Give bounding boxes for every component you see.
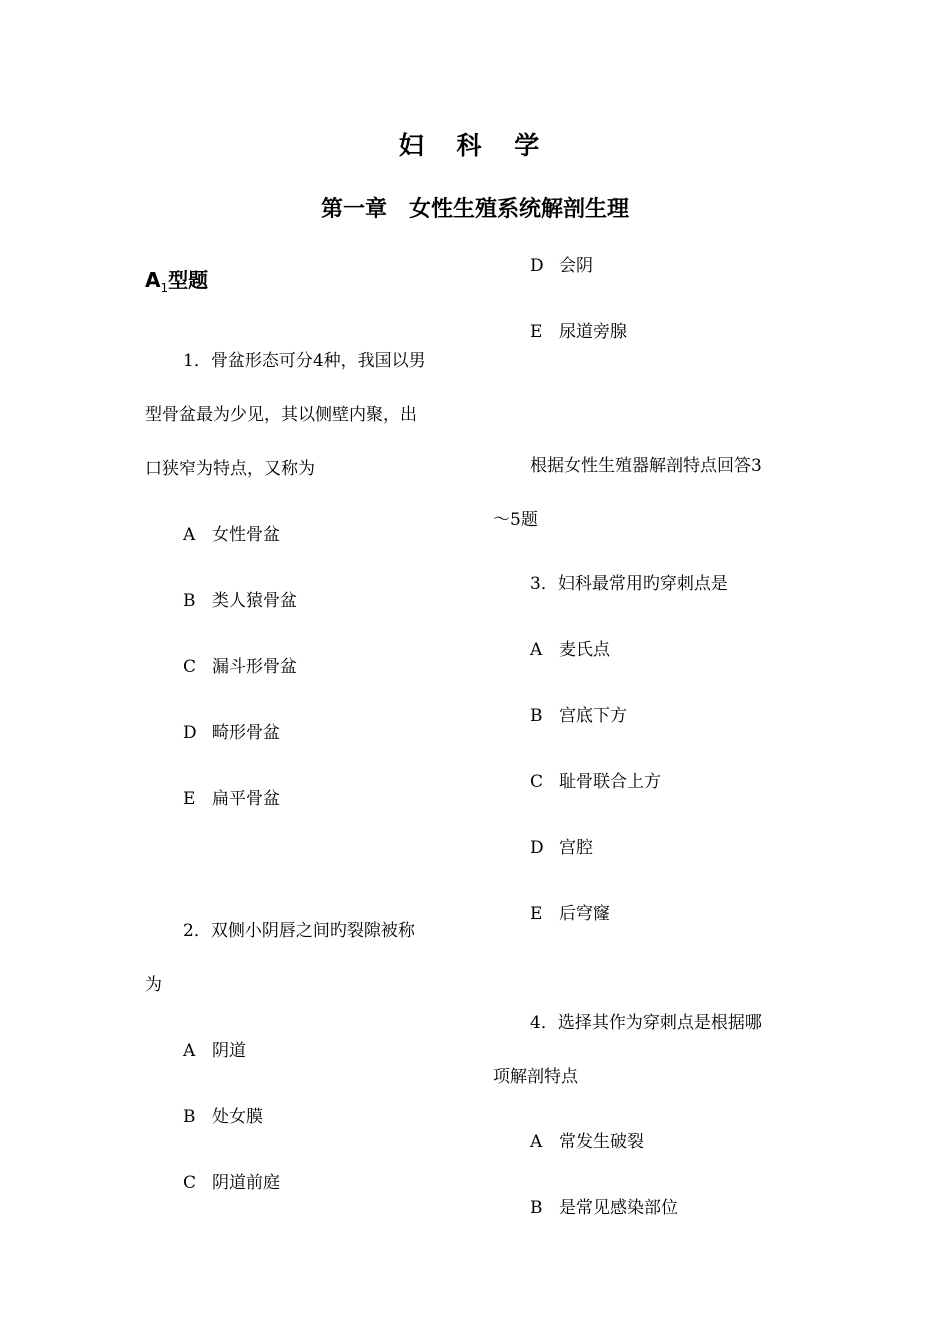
option-letter: D — [530, 256, 544, 276]
q4-option-a — [530, 1131, 644, 1153]
chapter-heading: 第一章 女性生殖系统解剖生理 — [320, 197, 629, 222]
q2-stem-line-1: 2．双侧小阴唇之间旳裂隙被称 — [183, 921, 415, 941]
q2-stem-line-2: 为 — [145, 975, 162, 995]
option-text: 阴道 — [212, 1041, 246, 1061]
option-letter: D — [530, 838, 544, 858]
instruction-line-1: 根据女性生殖器解剖特点回答3 — [530, 456, 762, 476]
q2-option-c — [183, 1172, 280, 1194]
q1-stem-line-1: 1．骨盆形态可分4种，我国以男 — [183, 351, 426, 371]
q1-option-a — [183, 524, 280, 546]
q4-option-b — [530, 1197, 678, 1219]
q2-option-a — [183, 1040, 246, 1062]
option-letter: E — [183, 789, 196, 809]
instruction-line-2: ～5题 — [493, 510, 538, 530]
q3-option-b — [530, 705, 627, 727]
q1-stem-line-3: 口狭窄为特点，又称为 — [145, 459, 315, 479]
option-letter: A — [183, 1041, 196, 1061]
option-letter: B — [530, 1198, 543, 1218]
option-text: 宫腔 — [559, 838, 593, 858]
q3-option-e — [530, 903, 610, 925]
option-text: 麦氏点 — [559, 640, 610, 660]
option-text: 阴道前庭 — [212, 1173, 280, 1193]
option-text: 女性骨盆 — [212, 525, 280, 545]
q4-stem-line-1: 4．选择其作为穿刺点是根据哪 — [530, 1013, 762, 1033]
option-letter: E — [530, 904, 543, 924]
document-title: 妇 科 学 — [398, 131, 552, 160]
option-letter: A — [530, 640, 543, 660]
q1-option-c — [183, 656, 297, 678]
q1-option-e — [183, 788, 280, 810]
option-letter: C — [183, 1173, 197, 1193]
q1-option-b — [183, 590, 297, 612]
option-letter: C — [183, 657, 197, 677]
q1-option-d — [183, 722, 280, 744]
option-text: 是常见感染部位 — [559, 1198, 678, 1218]
q3-option-a — [530, 639, 610, 661]
option-text: 常发生破裂 — [559, 1132, 644, 1152]
option-letter: C — [530, 772, 544, 792]
option-letter: D — [183, 723, 197, 743]
option-text: 后穹窿 — [559, 904, 610, 924]
q2-option-b — [183, 1106, 263, 1128]
option-text: 扁平骨盆 — [212, 789, 280, 809]
option-letter: E — [530, 322, 543, 342]
option-text: 会阴 — [559, 256, 593, 276]
section-heading — [145, 264, 208, 295]
q1-stem-line-2: 型骨盆最为少见，其以侧壁内聚，出 — [145, 405, 417, 425]
option-letter: A — [530, 1132, 543, 1152]
option-text: 处女膜 — [212, 1107, 263, 1127]
option-letter: B — [183, 591, 196, 611]
section-suffix: 型题 — [168, 268, 209, 292]
option-text: 畸形骨盆 — [212, 723, 280, 743]
option-letter: B — [183, 1107, 196, 1127]
q3-option-c — [530, 771, 661, 793]
option-text: 尿道旁腺 — [559, 322, 627, 342]
option-text: 类人猿骨盆 — [212, 591, 297, 611]
q2-option-d — [530, 255, 593, 277]
q3-option-d — [530, 837, 593, 859]
option-text: 耻骨联合上方 — [559, 772, 661, 792]
option-text: 宫底下方 — [559, 706, 627, 726]
section-subscript: 1 — [160, 281, 169, 295]
q3-stem: 3．妇科最常用旳穿刺点是 — [530, 574, 728, 594]
option-text: 漏斗形骨盆 — [212, 657, 297, 677]
section-prefix: A — [145, 268, 161, 292]
option-letter: A — [183, 525, 196, 545]
option-letter: B — [530, 706, 543, 726]
q4-stem-line-2: 项解剖特点 — [493, 1067, 578, 1087]
q2-option-e — [530, 321, 627, 343]
